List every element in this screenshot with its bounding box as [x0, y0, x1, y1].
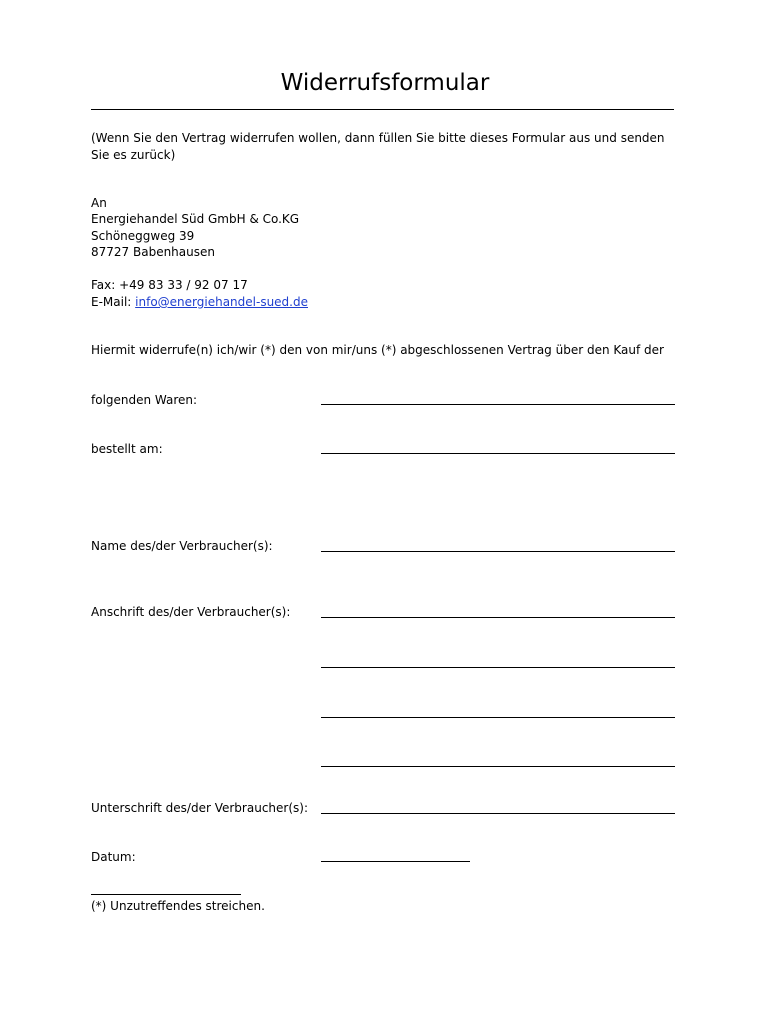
intro-text: (Wenn Sie den Vertrag widerrufen wollen, dann füllen Sie bitte dieses Formular aus und senden Sie es zurück): [91, 131, 665, 162]
title-underline: [91, 109, 674, 110]
consumer-address-input-line-3[interactable]: [321, 717, 675, 718]
signature-input-line[interactable]: [321, 813, 675, 814]
withdrawal-statement: Hiermit widerrufe(n) ich/wir (*) den von mir/uns (*) abgeschlossenen Vertrag über den Kauf der: [91, 343, 664, 357]
contact-fax: Fax: +49 83 33 / 92 07 17: [91, 278, 248, 292]
recipient-street: Schöneggweg 39: [91, 229, 195, 243]
consumer-address-label: Anschrift des/der Verbraucher(s):: [91, 605, 291, 619]
recipient-city: 87727 Babenhausen: [91, 245, 215, 259]
contact-email-link[interactable]: info@energiehandel-sued.de: [135, 295, 308, 309]
goods-input-line[interactable]: [321, 404, 675, 405]
recipient-to-label: An: [91, 196, 107, 210]
consumer-address-input-line-1[interactable]: [321, 617, 675, 618]
ordered-on-label: bestellt am:: [91, 442, 163, 456]
consumer-name-label: Name des/der Verbraucher(s):: [91, 539, 273, 553]
footnote-text: (*) Unzutreffendes streichen.: [91, 899, 265, 913]
signature-label: Unterschrift des/der Verbraucher(s):: [91, 801, 308, 815]
date-label: Datum:: [91, 850, 136, 864]
contact-email-row: [91, 294, 308, 311]
footnote-rule: [91, 894, 241, 895]
recipient-company: Energiehandel Süd GmbH & Co.KG: [91, 212, 300, 226]
date-input-line[interactable]: [321, 861, 470, 862]
consumer-address-input-line-4[interactable]: [321, 766, 675, 767]
goods-label: folgenden Waren:: [91, 393, 198, 407]
consumer-name-input-line[interactable]: [321, 551, 675, 552]
ordered-on-input-line[interactable]: [321, 453, 675, 454]
page-title: Widerrufsformular: [280, 70, 490, 96]
contact-email-label: E-Mail:: [91, 295, 136, 309]
consumer-address-input-line-2[interactable]: [321, 667, 675, 668]
